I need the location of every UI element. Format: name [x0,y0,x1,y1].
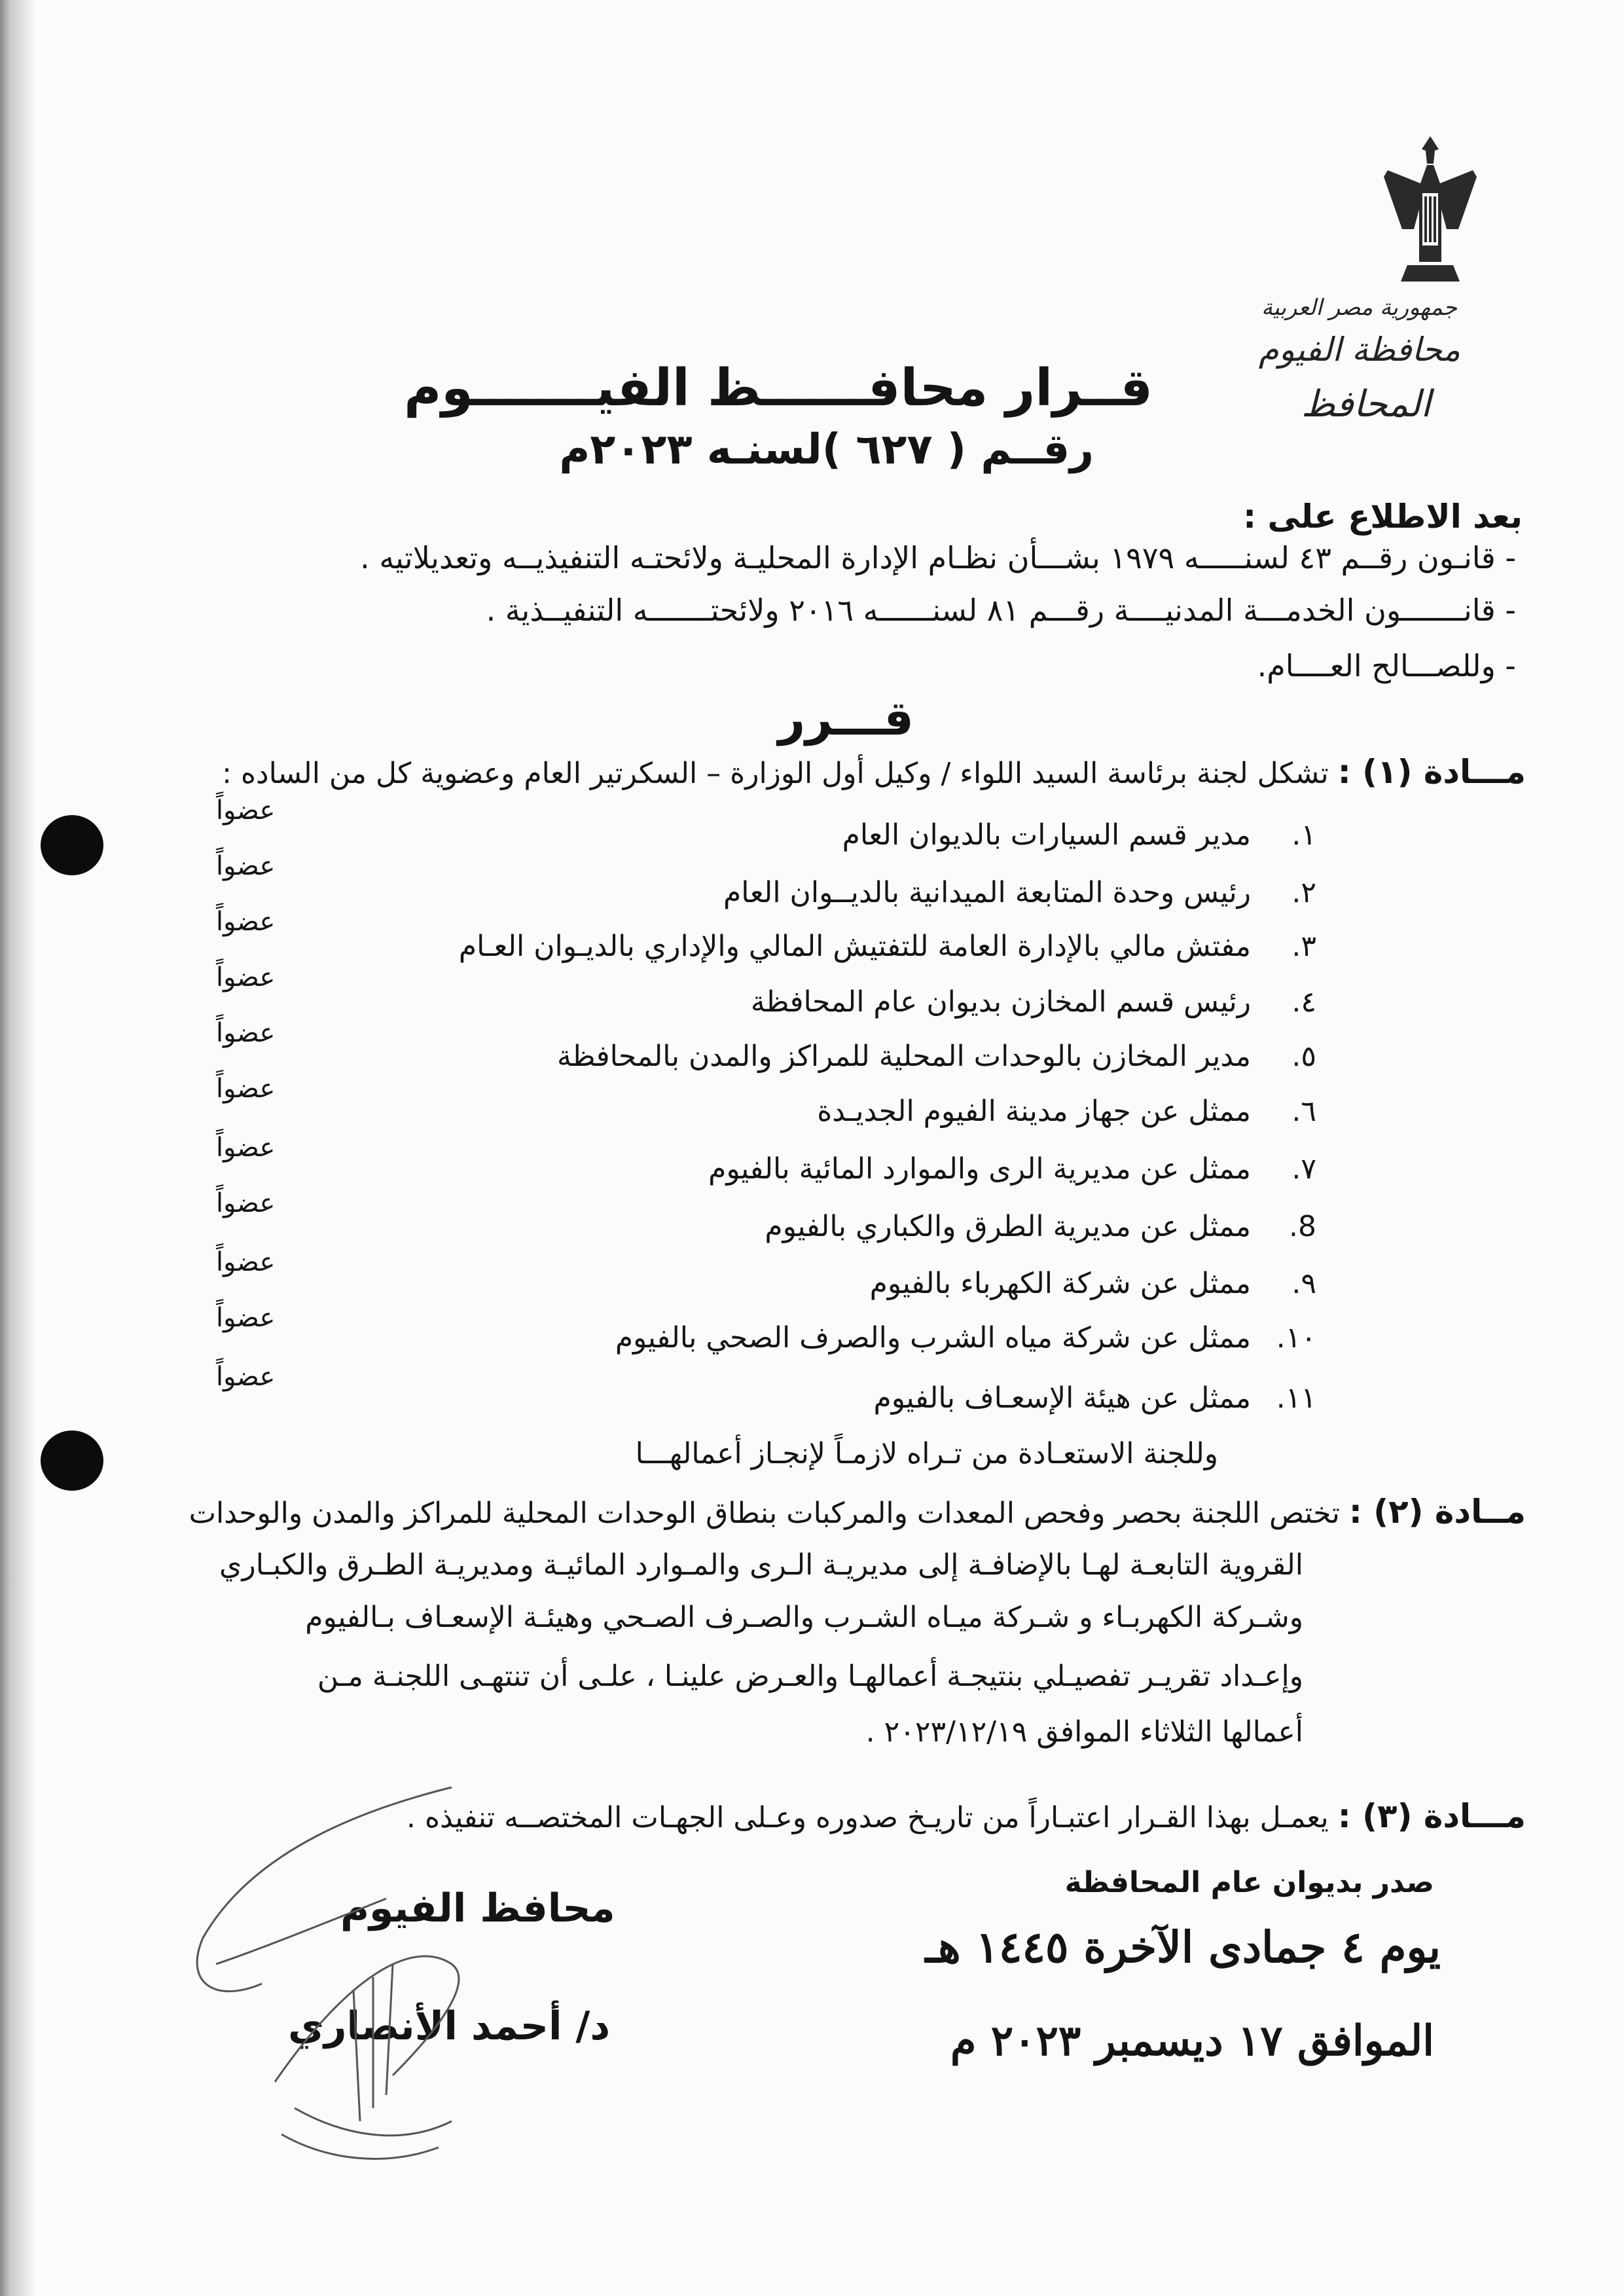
member-name: ممثل عن شركة الكهرباء بالفيوم [869,1267,1251,1300]
member-role: عضواً [216,1074,276,1104]
scan-edge-shadow [0,0,34,2296]
member-role: عضواً [216,795,276,826]
handwritten-signature-icon [177,1768,596,2174]
member-name: رئيس قسم المخازن بديوان عام المحافظة [750,985,1251,1019]
member-number: ٦. [1291,1095,1316,1128]
article2-label: مــادة (٢) : [1348,1493,1526,1531]
punch-hole-top [41,815,103,875]
member-number: ٩. [1291,1267,1316,1300]
member-number: ٢. [1291,876,1316,909]
member-role: عضواً [216,962,276,993]
member-number: ٥. [1291,1040,1316,1073]
article1-block [222,753,1526,791]
decree-number: رقــم ( ٦٢٧ )لسنـه ٢٠٢٣م [559,426,1094,474]
signatory-title: محافظ الفيوم [340,1886,615,1931]
member-role: عضواً [216,1133,276,1163]
preamble-line: - قانـون رقــم ٤٣ لسنـــــه ١٩٧٩ بشـــأن نظـام الإدارة المحليـة ولائحتـه التنفيذيــه وتعديلاتيه . [360,540,1516,575]
member-role: عضواً [216,1188,276,1218]
member-number: 8. [1289,1210,1316,1243]
issued-gregorian-date: الموافق ١٧ ديسمبر ٢٠٢٣ م [950,2016,1434,2066]
article3-label: مـــادة (٣) : [1337,1797,1526,1835]
member-name: مدير المخازن بالوحدات المحلية للمراكز والمدن بالمحافظة [556,1040,1251,1073]
punch-hole-bottom [41,1430,103,1491]
decision-heading: قـــرر [778,691,914,746]
member-name: مفتش مالي بالإدارة العامة للتفتيش المالي والإداري بالديـوان العـام [458,930,1251,963]
article2-line: القروية التابعـة لهـا بالإضافـة إلى مديريـة الـرى والمـوارد المائيـة ومديريـة الطـرق والكبـاري [219,1548,1303,1582]
article2-text: تختص اللجنة بحصر وفحص المعدات والمركبات بنطاق الوحدات المحلية للمراكز والمدن والوحدات [189,1497,1340,1530]
article3-text: يعمـل بهذا القـرار اعتبـاراً من تاريـخ صدوره وعـلى الجهـات المختصــه تنفيذه . [406,1801,1329,1834]
article1-closing: وللجنة الاستعـادة من تـراه لازمـاً لإنجـاز أعمالهـــا [635,1437,1218,1470]
article2-line: وشـركة الكهربـاء و شـركة ميـاه الشـرب والصـرف الصـحي وهيئـة الإسعـاف بـالفيوم [305,1601,1303,1634]
member-name: رئيس وحدة المتابعة الميدانية بالديــوان العام [723,876,1251,909]
eagle-emblem-icon [1381,131,1479,295]
member-role: عضواً [216,1303,276,1333]
member-number: ٤. [1291,985,1316,1019]
member-role: عضواً [216,907,276,937]
issued-place: صدر بديوان عام المحافظة [1064,1866,1434,1899]
signatory-name: د/ أحمد الأنصاري [288,2003,611,2049]
member-number: ٧. [1291,1152,1316,1186]
member-name: ممثل عن مديرية الرى والموارد المائية بالفيوم [708,1152,1251,1186]
member-number: ١. [1291,818,1316,852]
article2-line-1 [189,1493,1526,1531]
member-role: عضواً [216,1247,276,1277]
member-role: عضواً [216,1362,276,1392]
emblem-caption-governor: المحافظ [1301,383,1431,426]
issued-hijri-date: يوم ٤ جمادى الآخرة ١٤٤٥ هـ [925,1922,1441,1973]
article1-text: تشكل لجنة برئاسة السيد اللواء / وكيل أول الوزارة – السكرتير العام وعضوية كل من الساده : [222,757,1329,790]
member-number: ١١. [1276,1381,1316,1415]
member-role: عضواً [216,851,276,881]
member-name: ممثل عن شركة مياه الشرب والصرف الصحي بالفيوم [615,1321,1251,1355]
emblem-caption-country: جمهورية مصر العربية [1261,295,1457,321]
article2-line: أعمالها الثلاثاء الموافق ٢٠٢٣/١٢/١٩ . [865,1715,1303,1749]
member-name: ممثل عن مديرية الطرق والكباري بالفيوم [765,1210,1251,1243]
member-number: ١٠. [1276,1321,1316,1355]
member-name: ممثل عن هيئة الإسعـاف بالفيوم [873,1381,1251,1415]
preamble-line: - وللصـــالح العــــام. [1257,648,1516,683]
decree-title: قــرار محافــــــظ الفيـــــــوم [404,359,1153,418]
member-name: ممثل عن جهاز مدينة الفيوم الجديـدة [817,1095,1251,1128]
preamble-line: - قانـــــــون الخدمـــة المدنيــــة رقـــم ٨١ لسنــــــه ٢٠١٦ ولائحتـــــــه التنفيــذية . [486,592,1516,628]
member-number: ٣. [1291,930,1316,963]
article2-line: وإعـداد تقريـر تفصيـلي بنتيجـة أعمالهـا والعـرض علينـا ، علـى أن تنتهـى اللجنـة مـن [317,1660,1303,1693]
member-name: مدير قسم السيارات بالديوان العام [842,818,1251,852]
preamble-heading: بعد الاطلاع على : [1243,498,1523,536]
member-role: عضواً [216,1018,276,1048]
article1-label: مـــادة (١) : [1337,753,1526,791]
emblem-caption-governorate: محافظة الفيوم [1258,331,1460,369]
